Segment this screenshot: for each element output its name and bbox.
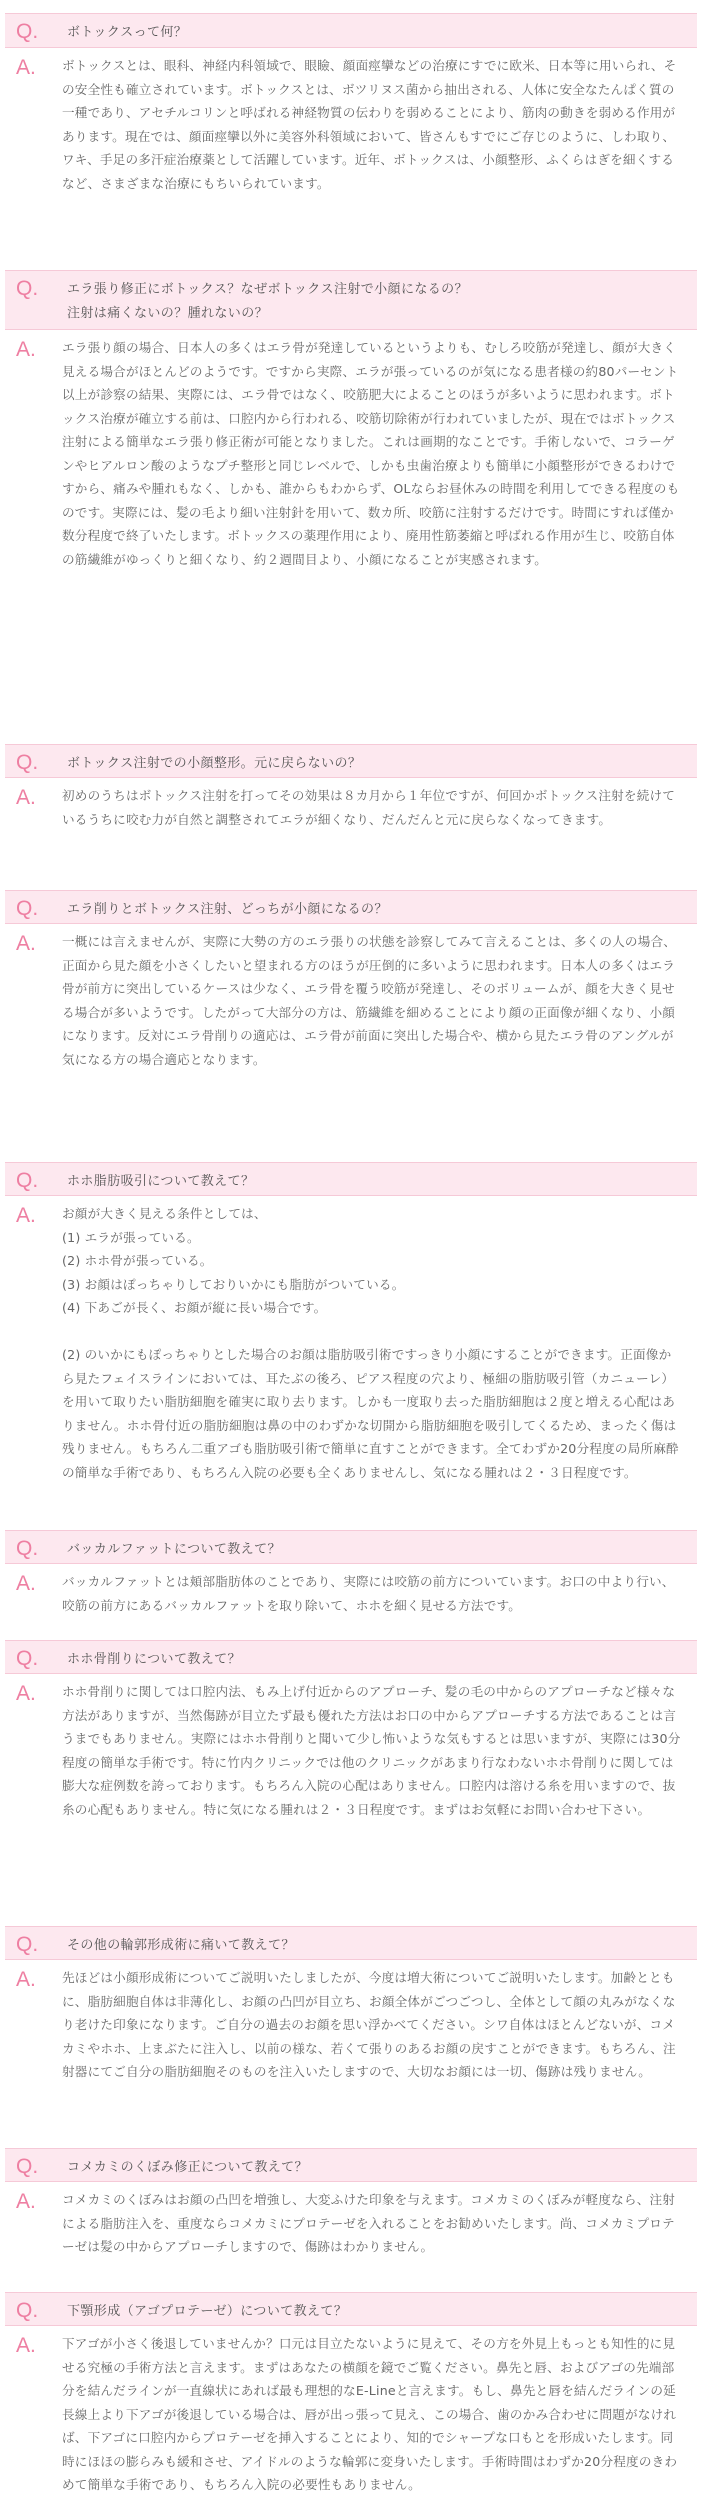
faq-item — [0, 890, 702, 1156]
question-text: ホホ脂肪吸引について教えて？ — [67, 1174, 255, 1189]
question-text: コメカミのくぼみ修正について教えて？ — [67, 2160, 308, 2175]
question-text: ボトックス注射での小顔整形。元に戻らないの？ — [67, 756, 362, 771]
question-text: 下顎形成（アゴプロテーゼ）について教えて？ — [67, 2304, 348, 2319]
answer-mark: A. — [16, 2334, 36, 2357]
answer-row — [5, 1960, 697, 2142]
answer-row — [5, 2182, 697, 2286]
faq-item — [0, 2148, 702, 2286]
answer-row — [5, 778, 697, 884]
answer-mark: A. — [16, 1572, 36, 1595]
answer-text: エラ張り顔の場合、日本人の多くはエラ骨が発達しているというよりも、むしろ咬筋が発達し、顔が大きく見える場合がほとんどのようです。ですから実際、エラが張っているのが気になる患者様の約80パーセント以上が診察の結果、実際には、エラ骨ではなく、咬筋肥大によることのほうが多いように思われます。ボトックス治療が確立する前は、口腔内から行われる、咬筋切除術が行われていましたが、現在ではボトックス注射による簡単なエラ張り修正術が可能となりました。これは画期的なことです。手術しないで、コラーゲンやヒアルロン酸のようなプチ整形と同じレベルで、しかも虫歯治療よりも簡単に小顔整形ができるわけですから、痛みや腫れもなく、しかも、誰からもわからず、OLならお昼休みの時間を利用してできる程度のものです。実際には、髪の毛より細い注射針を用いて、数カ所、咬筋に注射するだけです。時間にすれば僅か数分程度で終了いたします。ボトックスの薬理作用により、廃用性筋萎縮と呼ばれる作用が生じ、咬筋自体の筋繊維がゆっくりと細くなり、約２週間目より、小顔になることが実感されます。 — [62, 340, 680, 567]
question-mark: Q. — [16, 1933, 39, 1956]
question-row — [5, 2148, 697, 2182]
faq-item — [0, 270, 702, 744]
faq-item — [0, 2292, 702, 2491]
question-mark: Q. — [16, 20, 39, 43]
answer-mark: A. — [16, 56, 36, 79]
answer-row — [5, 2326, 697, 2491]
question-row — [5, 270, 697, 330]
answer-text: 先ほどは小顔形成術についてご説明いたしましたが、今度は増大術についてご説明いたします。加齢とともに、脂肪細胞自体は非薄化し、お顔の凸凹が目立ち、お顔全体がごつごつし、全体として顔の丸みがなくなり老けた印象になります。ご自分の過去のお顔を思い浮かべてください。シワ自体はほとんどないが、コメカミやホホ、上まぶたに注入し、以前の様な、若くて張りのあるお顔の戻すことができます。もちろん、注射器にてご自分の脂肪細胞そのものを注入いたしますので、大切なお顔には一切、傷跡は残りません。 — [62, 1970, 676, 2079]
question-row — [5, 1530, 697, 1564]
answer-text: 初めのうちはボトックス注射を打ってその効果は８カ月から１年位ですが、何回かボトックス注射を続けているうちに咬む力が自然と調整されてエラが細くなり、だんだんと元に戻らなくなってきます。 — [62, 788, 676, 827]
answer-text: 下アゴが小さく後退していませんか？口元は目立たないように見えて、その方を外見上もっとも知性的に見せる究極の手術方法と言えます。まずはあなたの横顔を鏡でご覧ください。鼻先と唇、およびアゴの先端部分を結んだラインが一直線状にあれば最も理想的なE-Lineと言えます。もし、鼻先と唇を結んだラインの延長線上より下アゴが後退している場合は、唇が出っ張って見え、この場合、歯のかみ合わせに問題がなければ、下アゴに口腔内からプロテーゼを挿入することにより、知的でシャープな口もとを形成いたします。同時にほほの膨らみも緩和させ、アイドルのような輪郭に変身いたします。手術時間はわずか20分程度のきわめて簡単な手術であり、もちろん入院の必要性もありません。 — [62, 2336, 678, 2492]
faq-item — [0, 1640, 702, 1920]
answer-row — [5, 1674, 697, 1920]
question-mark: Q. — [16, 2155, 39, 2178]
question-text: バッカルファットについて教えて？ — [67, 1542, 281, 1557]
question-mark: Q. — [16, 277, 39, 300]
question-row — [5, 1926, 697, 1960]
answer-row — [5, 1196, 697, 1526]
answer-text: バッカルファットとは頬部脂肪体のことであり、実際には咬筋の前方についています。お口の中より行い、咬筋の前方にあるバッカルファットを取り除いて、ホホを細く見せる方法です。 — [62, 1574, 675, 1613]
faq-item — [0, 1926, 702, 2142]
question-row — [5, 744, 697, 778]
question-text: その他の輪郭形成術に痛いて教えて？ — [67, 1938, 295, 1953]
answer-text: コメカミのくぼみはお顔の凸凹を増強し、大変ふけた印象を与えます。コメカミのくぼみが軽度なら、注射による脂肪注入を、重度ならコメカミにプロテーゼを入れることをお勧めいたします。尚、コメカミプロテーゼは髪の中からアプローチしますので、傷跡はわかりません。 — [62, 2192, 676, 2254]
answer-mark: A. — [16, 1204, 36, 1227]
question-text: エラ削りとボトックス注射、どっちが小顔になるの？ — [67, 902, 388, 917]
answer-mark: A. — [16, 1682, 36, 1705]
question-text: エラ張り修正にボトックス？なぜボトックス注射で小顔になるの？ 注射は痛くないの？腫れないの？ — [67, 282, 468, 321]
question-mark: Q. — [16, 1169, 39, 1192]
question-text: ホホ骨削りについて教えて？ — [67, 1652, 241, 1667]
answer-mark: A. — [16, 932, 36, 955]
faq-item — [0, 1162, 702, 1526]
answer-mark: A. — [16, 338, 36, 361]
answer-mark: A. — [16, 2190, 36, 2213]
faq-item — [0, 1530, 702, 1636]
question-mark: Q. — [16, 897, 39, 920]
faq-item — [0, 744, 702, 884]
answer-row — [5, 924, 697, 1156]
faq-item — [0, 13, 702, 270]
question-mark: Q. — [16, 1647, 39, 1670]
question-mark: Q. — [16, 751, 39, 774]
answer-mark: A. — [16, 1968, 36, 1991]
question-row — [5, 2292, 697, 2326]
answer-row — [5, 1564, 697, 1636]
answer-mark: A. — [16, 786, 36, 809]
answer-text: お顔が大きく見える条件としては、 (1) エラが張っている。 (2) ホホ骨が張っている。 (3) お顔はぽっちゃりしておりいかにも脂肪がついている。 (4) 下あごが長く、お顔が縦に長い場合です。 (2) のいかにもぽっちゃりとした場合のお顔は脂肪吸引術ですっきり小顔にすることができます。正面像から見たフェイスラインにおいては、耳たぶの後ろ、ピアス程度の穴より、極細の脂肪吸引管（カニューレ）を用いて取りたい脂肪細胞を確実に取り去ります。しかも一度取り去った脂肪細胞は２度と増える心配はありません。ホホ骨付近の脂肪細胞は鼻の中のわずかな切開から脂肪細胞を吸引してくるため、まったく傷は残りません。もちろん二重アゴも脂肪吸引術で簡単に直すことができます。全てわずか20分程度の局所麻酔の簡単な手術であり、もちろん入院の必要も全くありませんし、気になる腫れは２・３日程度です。 — [62, 1206, 679, 1480]
question-mark: Q. — [16, 1537, 39, 1560]
answer-row — [5, 48, 697, 270]
question-row — [5, 1640, 697, 1674]
question-text: ボトックスって何？ — [67, 25, 188, 40]
question-mark: Q. — [16, 2299, 39, 2322]
answer-text: ホホ骨削りに関しては口腔内法、もみ上げ付近からのアプローチ、髪の毛の中からのアプローチなど様々な方法がありますが、当然傷跡が目立たず最も優れた方法はお口の中からアプローチする方法であることは言うまでもありません。実際にはホホ骨削りと聞いて少し怖いような気もするとは思いますが、実際には30分程度の簡単な手術です。特に竹内クリニックでは他のクリニックがあまり行なわないホホ骨削りに関しては膨大な症例数を誇っております。もちろん入院の心配はありません。口腔内は溶ける糸を用いますので、抜糸の心配もありません。特に気になる腫れは２・３日程度です。まずはお気軽にお問い合わせ下さい。 — [62, 1684, 681, 1817]
question-row — [5, 13, 697, 48]
answer-row — [5, 330, 697, 744]
question-row — [5, 890, 697, 924]
answer-text: 一概には言えませんが、実際に大勢の方のエラ張りの状態を診察してみて言えることは、多くの人の場合、正面から見た顔を小さくしたいと望まれる方のほうが圧倒的に多いように思われます。日本人の多くはエラ骨が前方に突出しているケースは少なく、エラ骨を覆う咬筋が発達し、そのボリュームが、顔を大きく見せる場合が多いようです。したがって大部分の方は、筋繊維を細めることにより顔の正面像が細くなり、小顔になります。反対にエラ骨削りの適応は、エラ骨が前面に突出した場合や、横から見たエラ骨のアングルが気になる方の場合適応となります。 — [62, 934, 677, 1067]
answer-text: ボトックスとは、眼科、神経内科領域で、眼瞼、顔面痙攣などの治療にすでに欧米、日本等に用いられ、その安全性も確立されています。ボトックスとは、ボツリヌス菌から抽出される、人体に安全なたんぱく質の一種であり、アセチルコリンと呼ばれる神経物質の伝わりを弱めることにより、筋肉の動きを弱める作用があります。現在では、顔面痙攣以外に美容外科領域において、皆さんもすでにご存じのように、しわ取り、ワキ、手足の多汗症治療薬として活躍しています。近年、ボトックスは、小顔整形、ふくらはぎを細くするなど、さまざまな治療にもちいられています。 — [62, 58, 677, 191]
question-row — [5, 1162, 697, 1196]
